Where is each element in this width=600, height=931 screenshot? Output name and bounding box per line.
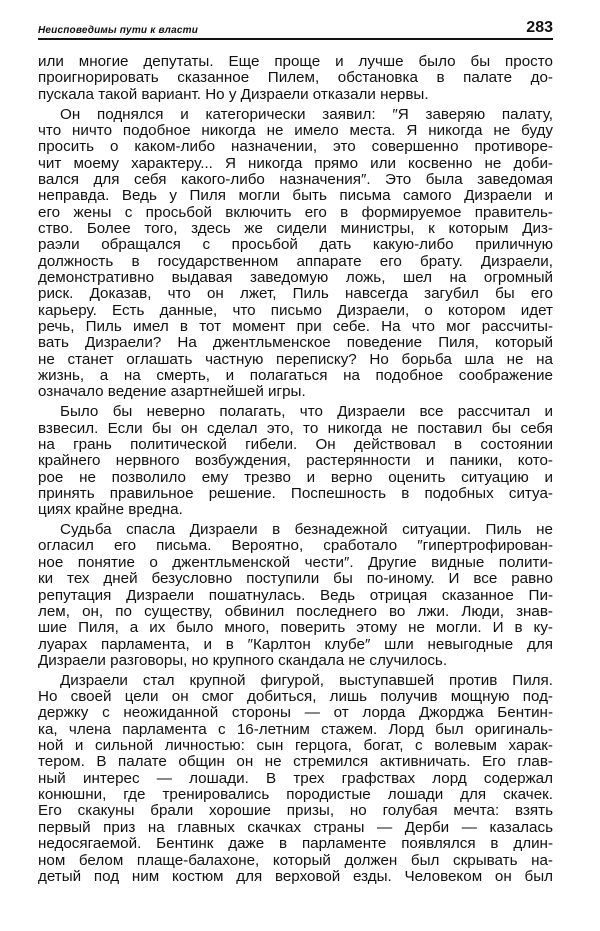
text-line: ка, члена парламента с 16-летним стажем. Лорд был оригиналь- <box>38 721 553 738</box>
text-line: ство. Более того, здесь же сидели министры, к которым Диз- <box>38 220 553 237</box>
running-title: Неисповедимы пути к власти <box>38 25 199 36</box>
text-line: не станет оглашать частную переписку? Но борьба шла не на <box>38 351 553 368</box>
text-line: риск. Доказав, что он лжет, Пиль навсегда загубил бы его <box>38 286 553 303</box>
text-line: детый под ним костюм для верховой езды. Человеком он был <box>38 868 553 885</box>
text-line: взвесил. Если бы он сделал это, то никогда не поставил бы себя <box>38 420 553 437</box>
text-line: ной и сильной личностью: сын герцога, богат, с волевым харак- <box>38 738 553 755</box>
paragraph <box>38 404 553 518</box>
text-line: означало ведение азартнейшей игры. <box>38 384 306 401</box>
text-line: Дизраели стал крупной фигурой, выступавшей против Пиля. <box>60 672 553 689</box>
text-line: неправда. Ведь у Пиля могли быть письма самого Дизраели и <box>38 188 553 205</box>
text-line: просить о каком-либо назначении, это совершенно противоре- <box>38 139 553 156</box>
text-line: жизнь, а на смерть, и полагаться на подобное соображение <box>38 368 553 385</box>
paragraph <box>38 54 553 103</box>
text-line: Было бы неверно полагать, что Дизраели все рассчитал и <box>60 404 553 421</box>
text-line: принять правильное решение. Поспешность в подобных ситуа- <box>38 485 553 502</box>
text-line: чит моему характеру... Я никогда прямо или косвенно не доби- <box>38 155 553 172</box>
paragraph <box>38 673 553 885</box>
text-line: ки тех дней безусловно поступили бы по-иному. И все равно <box>38 571 553 588</box>
text-line: Судьба спасла Дизраели в безнадежной ситуации. Пиль не <box>60 522 553 539</box>
text-line: вать Дизраели? На джентльменское поведение Пиля, который <box>38 335 553 352</box>
paragraph <box>38 522 553 669</box>
running-header <box>38 20 553 40</box>
text-line: речь, Пиль имел в тот момент при себе. На что мог рассчиты- <box>38 319 553 335</box>
text-line: недосягаемой. Бентинк даже в парламенте появлялся в длин- <box>38 836 553 853</box>
text-line: Он поднялся и категорически заявил: ″Я заверяю палату, <box>60 106 553 123</box>
text-line: проигнорировать сказанное Пилем, обстановка в палате до- <box>38 70 553 87</box>
text-line: или многие депутаты. Еще проще и лучше было бы просто <box>38 54 553 70</box>
text-line: что ничто подобное никогда не имело места. Я никогда не буду <box>38 122 553 139</box>
text-line: крайнего нервного возбуждения, растерянности и паники, кото- <box>38 453 553 470</box>
text-line: ный интерес — лошади. В трех графствах лорд содержал <box>38 770 553 787</box>
text-line: луарах парламента, и в ″Карлтон клубе″ шли невыгодные для <box>38 636 553 653</box>
page-number: 283 <box>526 19 553 36</box>
text-line: Дизраели разговоры, но крупного скандала не случилось. <box>38 652 448 669</box>
text-line: демонстративно выдавая заведомую ложь, шел на огромный <box>38 269 553 286</box>
text-line: рое не позволило ему трезво и верно оценить ситуацию и <box>38 469 553 486</box>
text-line: вался для себя какого-либо назначения″. Это была заведомая <box>38 171 553 188</box>
text-line: репутация Дизраели пошатнулась. Ведь отрицая сказанное Пи- <box>38 587 553 604</box>
text-line: пускала такой вариант. Но у Дизраели отказали нервы. <box>38 86 429 103</box>
paragraph <box>38 107 553 401</box>
text-line: огласил его письма. Вероятно, сработало ″гипертрофирован- <box>38 538 553 555</box>
text-line: Его скакуны брали хорошие призы, но голубая мечта: взять <box>38 803 553 820</box>
page-body-text <box>38 54 553 889</box>
text-line: шие Пиля, а их было много, поверить этому не могли. И в ку- <box>38 620 553 637</box>
text-line: карьеру. Есть данные, что письмо Дизраели, о котором идет <box>38 302 553 319</box>
text-line: тером. В палате общин он не стремился активничать. Его глав- <box>38 754 553 771</box>
text-line: держку с неожиданной стороны — от лорда Джорджа Бентин- <box>38 705 553 722</box>
text-line: его жены с просьбой включить его в формируемое правитель- <box>38 204 553 221</box>
text-line: на грань политической гибели. Он действовал в состоянии <box>38 436 553 453</box>
text-line: ное понятие о джентльменской чести″. Другие видные полити- <box>38 554 553 571</box>
text-line: конюшни, где тренировались породистые лошади для скачек. <box>38 787 553 804</box>
text-line: должность в государственном аппарате его брату. Дизраели, <box>38 253 553 270</box>
text-line: лем, он, по существу, обвинил последнего во лжи. Люди, знав- <box>38 603 553 620</box>
text-line: циях крайне вредна. <box>38 502 183 519</box>
text-line: ном белом плаще-балахоне, который должен был скрывать на- <box>38 852 553 869</box>
text-line: Но своей цели он смог добиться, лишь получив мощную под- <box>38 689 553 706</box>
text-line: первый приз на главных скачках страны — Дерби — казалась <box>38 819 553 836</box>
text-line: раэли обращался с просьбой дать какую-либо приличную <box>38 237 553 254</box>
